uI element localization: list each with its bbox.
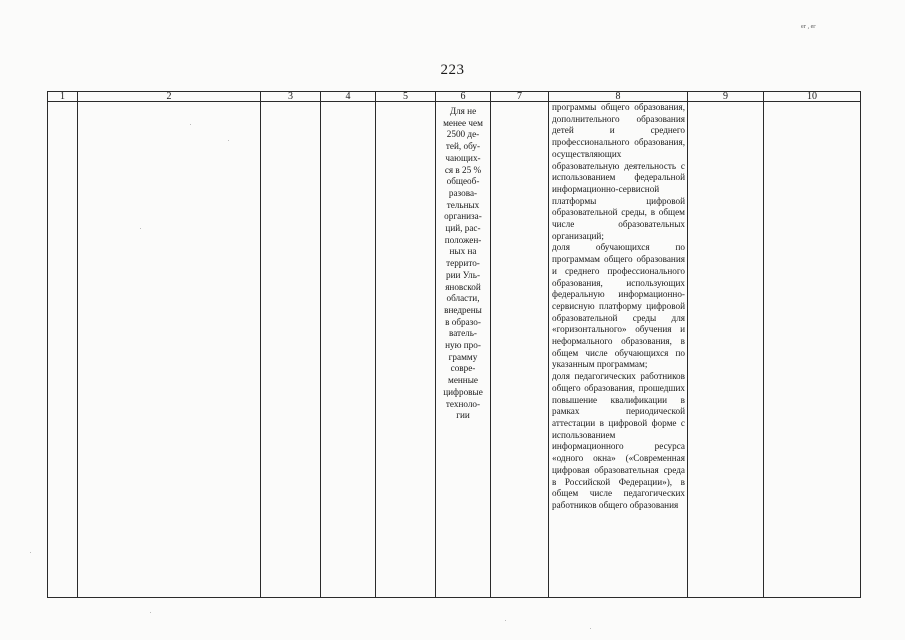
indicators-text [549, 102, 687, 512]
cell-col-1 [48, 102, 78, 598]
column-header-5: 5 [376, 92, 436, 102]
cell-col-8 [549, 102, 688, 598]
scan-speck [590, 628, 591, 629]
scan-speck [30, 552, 31, 553]
cell-col-9 [688, 102, 764, 598]
column-header-2: 2 [78, 92, 261, 102]
data-table [47, 91, 861, 598]
cell-col-5 [376, 102, 436, 598]
column-header-9: 9 [688, 92, 764, 102]
scan-speck [190, 124, 191, 125]
column-header-7: 7 [491, 92, 549, 102]
indicator-paragraph: доля обучающихся по программам общего образования и среднего профессионального образования, использующих федеральную информационно-сервисную платформу цифровой образовательной среды для «горизонтального» обучения и неформального образования, в общем числе обучающихся по указанным программам; [552, 242, 685, 370]
header-row [48, 92, 861, 102]
cell-col-4 [321, 102, 376, 598]
cell-col-10 [764, 102, 861, 598]
column-header-8: 8 [549, 92, 688, 102]
cell-col-7 [491, 102, 549, 598]
column-header-3: 3 [261, 92, 321, 102]
cell-col-3 [261, 102, 321, 598]
column-header-6: 6 [436, 92, 491, 102]
cell-col-6 [436, 102, 491, 598]
scan-speck [140, 228, 141, 229]
indicator-paragraph: программы общего образования, дополнительного образования детей и среднего профессионального образования, осуществляющих образовательную деятельность с использованием федеральной информационно-сервисной платформы цифровой образовательной среды, в общем числе образовательных организаций; [552, 102, 685, 241]
column-header-10: 10 [764, 92, 861, 102]
scan-speck [228, 140, 229, 141]
scan-speck [505, 620, 506, 621]
cell-col-2 [78, 102, 261, 598]
table-row [48, 102, 861, 598]
column-header-1: 1 [48, 92, 78, 102]
indicator-paragraph: доля педагогических работников общего образования, прошедших повышение квалификации в рамках периодической аттестации в цифровой форме с использованием информационного ресурса «одного окна» («Современная цифровая образовательная среда в Российской Федерации»), в общем числе педагогических работников общего образования [552, 371, 685, 510]
corner-marks: ег , ег [801, 24, 816, 30]
column-header-4: 4 [321, 92, 376, 102]
result-text: Для не менее чем 2500 де- тей, обу- чающих- ся в 25 % общеоб- разова- тельных организа- ций, рас- положен- ных на террито- рии Уль- яновской области, внедрены в образо- ватель- ную про- грамму совре- менные цифровые техноло- гии [443, 106, 483, 421]
page-number: 223 [440, 62, 465, 78]
scan-speck [150, 612, 151, 613]
